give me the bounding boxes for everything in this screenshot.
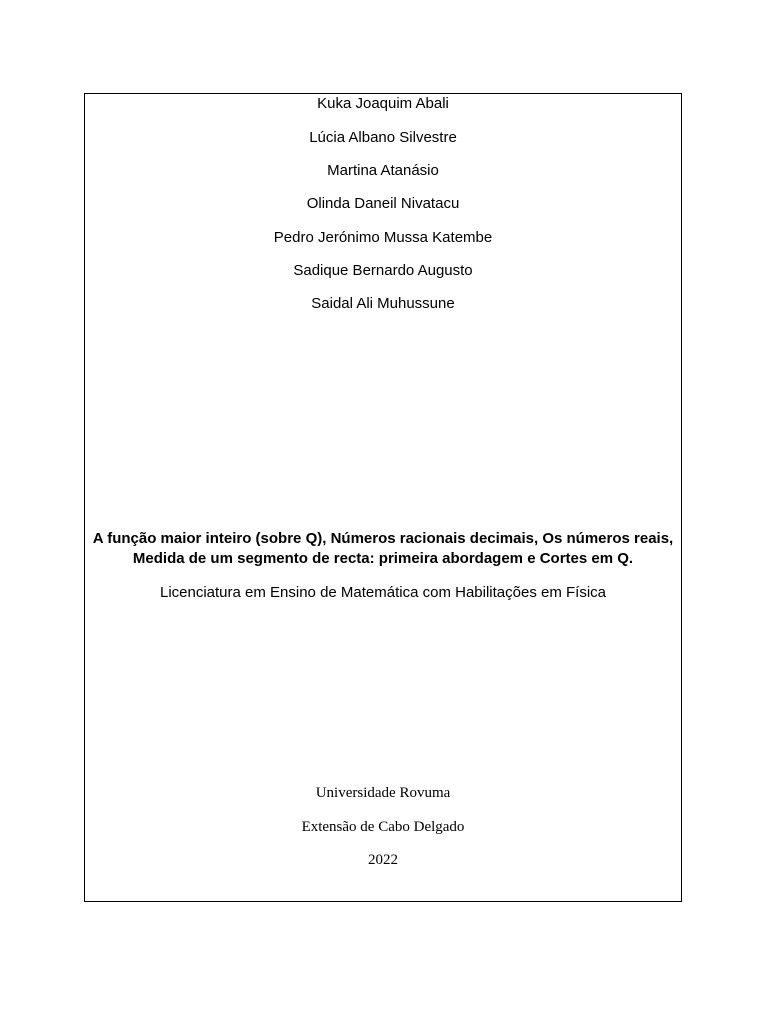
author-name-2: Lúcia Albano Silvestre (309, 129, 457, 146)
document-title-line-2: Medida de um segmento de recta: primeira abordagem e Cortes em Q. (132, 550, 634, 567)
author-name-4: Olinda Daneil Nivatacu (306, 195, 460, 212)
author-name-3: Martina Atanásio (327, 162, 439, 179)
cover-page-frame (84, 93, 682, 902)
course-name: Licenciatura em Ensino de Matemática com Habilitações em Física (159, 584, 607, 601)
document-title (85, 529, 681, 569)
university-name: Universidade Rovuma (315, 785, 451, 801)
author-name-1: Kuka Joaquim Abali (317, 95, 449, 112)
university-extension: Extensão de Cabo Delgado (301, 819, 465, 835)
document-title-line-1: A função maior inteiro (sobre Q), Números racionais decimais, Os números reais, (92, 530, 674, 547)
author-name-5: Pedro Jerónimo Mussa Katembe (273, 229, 493, 246)
author-name-6: Sadique Bernardo Augusto (293, 262, 473, 279)
author-name-7: Saidal Ali Muhussune (311, 295, 455, 312)
document-year: 2022 (368, 852, 398, 868)
